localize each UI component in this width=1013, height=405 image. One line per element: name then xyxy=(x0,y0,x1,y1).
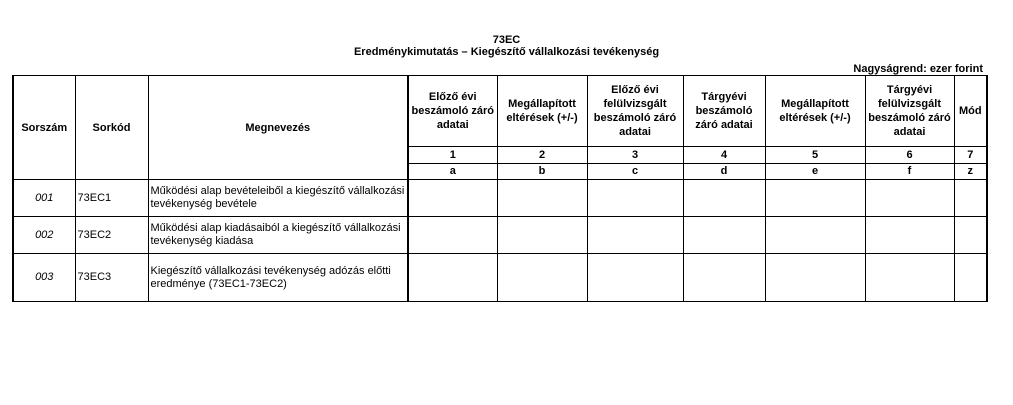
row-name: Kiegészítő vállalkozási tevékenység adózás előtti eredménye (73EC1-73EC2) xyxy=(148,254,408,302)
column-number: 4 xyxy=(683,147,765,163)
value-cell[interactable] xyxy=(683,217,765,254)
col-header-1: Előző évi beszámoló záró adatai xyxy=(408,76,497,147)
column-letter: b xyxy=(497,163,587,179)
table-row xyxy=(13,180,987,217)
row-code: 73EC1 xyxy=(75,180,148,217)
row-seq: 002 xyxy=(13,217,75,254)
value-cell[interactable] xyxy=(765,217,865,254)
value-cell[interactable] xyxy=(683,180,765,217)
col-header-3: Előző évi felülvizsgált beszámoló záró adatai xyxy=(587,76,683,147)
row-seq: 001 xyxy=(13,180,75,217)
column-number: 7 xyxy=(954,147,987,163)
col-header-6: Tárgyévi felülvizsgált beszámoló záró adatai xyxy=(865,76,954,147)
value-cell[interactable] xyxy=(587,180,683,217)
value-cell[interactable] xyxy=(408,180,497,217)
value-cell[interactable] xyxy=(954,254,987,302)
value-cell[interactable] xyxy=(497,217,587,254)
value-cell[interactable] xyxy=(765,180,865,217)
column-letter: d xyxy=(683,163,765,179)
col-header-sorszam: Sorszám xyxy=(13,76,75,180)
col-header-5: Megállapított eltérések (+/-) xyxy=(765,76,865,147)
col-header-megnevezes: Megnevezés xyxy=(148,76,408,180)
row-code: 73EC3 xyxy=(75,254,148,302)
value-cell[interactable] xyxy=(954,217,987,254)
value-cell[interactable] xyxy=(683,254,765,302)
value-cell[interactable] xyxy=(497,254,587,302)
column-letter: z xyxy=(954,163,987,179)
column-number: 6 xyxy=(865,147,954,163)
value-cell[interactable] xyxy=(497,180,587,217)
row-code: 73EC2 xyxy=(75,217,148,254)
data-table xyxy=(12,75,988,302)
col-header-sorkod: Sorkód xyxy=(75,76,148,180)
form-title: Eredménykimutatás – Kiegészítő vállalkozási tevékenység xyxy=(353,46,660,58)
value-cell[interactable] xyxy=(408,217,497,254)
value-cell[interactable] xyxy=(865,254,954,302)
form-code: 73EC xyxy=(492,34,521,46)
value-cell[interactable] xyxy=(587,254,683,302)
header-row xyxy=(13,76,987,147)
row-seq: 003 xyxy=(13,254,75,302)
column-letter: e xyxy=(765,163,865,179)
row-name: Működési alap kiadásaiból a kiegészítő vállalkozási tevékenység kiadása xyxy=(148,217,408,254)
row-name: Működési alap bevételeiből a kiegészítő vállalkozási tevékenység bevétele xyxy=(148,180,408,217)
column-number: 2 xyxy=(497,147,587,163)
value-cell[interactable] xyxy=(954,180,987,217)
column-letter: f xyxy=(865,163,954,179)
unit-label: Nagyságrend: ezer forint xyxy=(853,63,983,75)
value-cell[interactable] xyxy=(408,254,497,302)
table-row xyxy=(13,217,987,254)
col-header-7: Mód xyxy=(954,76,987,147)
value-cell[interactable] xyxy=(865,217,954,254)
col-header-2: Megállapított eltérések (+/-) xyxy=(497,76,587,147)
column-letter: a xyxy=(408,163,497,179)
column-number: 5 xyxy=(765,147,865,163)
column-number: 3 xyxy=(587,147,683,163)
table-row xyxy=(13,254,987,302)
value-cell[interactable] xyxy=(765,254,865,302)
value-cell[interactable] xyxy=(587,217,683,254)
value-cell[interactable] xyxy=(865,180,954,217)
col-header-4: Tárgyévi beszámoló záró adatai xyxy=(683,76,765,147)
column-number: 1 xyxy=(408,147,497,163)
column-letter: c xyxy=(587,163,683,179)
